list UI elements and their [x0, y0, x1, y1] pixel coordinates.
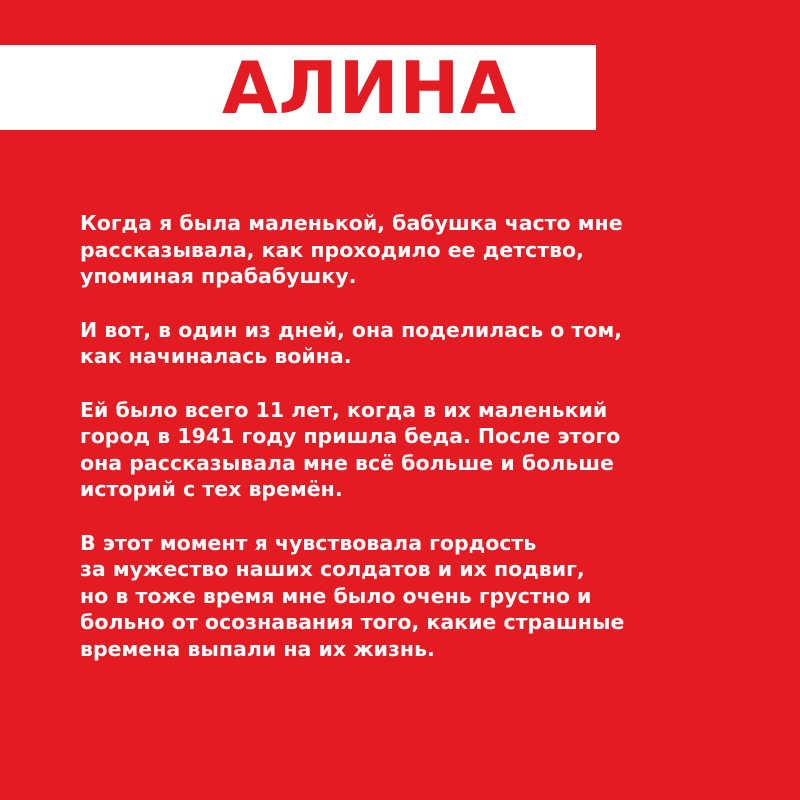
story-line: упоминая прабабушку.	[80, 264, 357, 288]
story-line: И вот, в один из дней, она поделилась о том,	[80, 317, 623, 342]
story-line: времена выпали на их жизнь.	[80, 636, 435, 661]
story-paragraph-2	[80, 317, 740, 370]
story-line: она рассказывала мне всё больше и больше	[80, 450, 614, 475]
story-line: Когда я была маленькой, бабушка часто мне	[80, 211, 623, 235]
story-line: город в 1941 году пришла беда. После этого	[80, 424, 621, 448]
story-line: историй с тех времён.	[80, 477, 343, 501]
story-text	[80, 210, 740, 689]
story-paragraph-3	[80, 397, 740, 503]
story-line: больно от осознавания того, какие страшные	[80, 610, 625, 634]
story-line: рассказывала, как проходило ее детство,	[80, 237, 584, 262]
story-line: Ей было всего 11 лет, когда в их маленький	[80, 397, 608, 422]
story-line: но в тоже время мне было очень грустно и	[80, 583, 592, 608]
story-line: В этот момент я чувствовала гордость	[80, 530, 537, 555]
story-line: как начиналась война.	[80, 344, 352, 368]
story-paragraph-4	[80, 530, 740, 663]
page-title: АЛИНА	[222, 46, 517, 130]
story-paragraph-1	[80, 210, 740, 290]
story-line: за мужество наших солдатов и их подвиг,	[80, 557, 585, 581]
